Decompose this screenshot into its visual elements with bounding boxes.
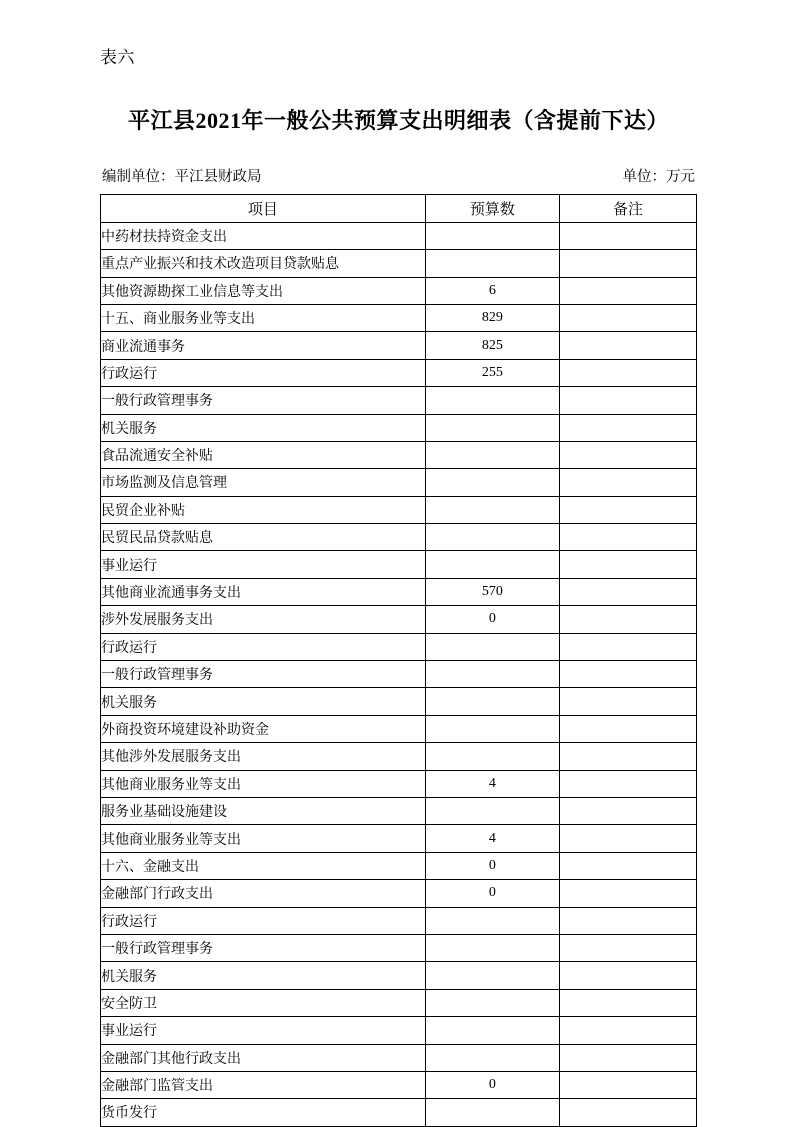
table-cell-item: 金融部门行政支出 (101, 880, 426, 907)
table-cell-note (559, 332, 696, 359)
table-cell-note (559, 250, 696, 277)
table-row (101, 551, 697, 578)
table-cell-item: 中药材扶持资金支出 (101, 222, 426, 249)
table-cell-note (559, 606, 696, 633)
table-cell-amount (425, 661, 559, 688)
table-cell-note (559, 661, 696, 688)
table-cell-amount (425, 441, 559, 468)
currency-unit-label: 单位：万元 (622, 169, 695, 186)
table-cell-item: 行政运行 (101, 359, 426, 386)
table-row (101, 469, 697, 496)
table-cell-amount: 0 (425, 606, 559, 633)
column-header-note: 备注 (559, 195, 696, 222)
column-header-item: 项目 (101, 195, 426, 222)
form-label: 表六 (100, 48, 135, 67)
table-cell-item: 其他资源勘探工业信息等支出 (101, 277, 426, 304)
table-cell-amount (425, 1044, 559, 1071)
table-cell-note (559, 441, 696, 468)
table-cell-item: 金融部门监管支出 (101, 1071, 426, 1098)
table-cell-item: 机关服务 (101, 962, 426, 989)
table-cell-note (559, 469, 696, 496)
compiler-unit-label: 编制单位：平江县财政局 (102, 169, 262, 186)
table-cell-amount (425, 688, 559, 715)
table-cell-note (559, 578, 696, 605)
table-row (101, 907, 697, 934)
table-body (101, 222, 697, 1126)
table-cell-amount (425, 496, 559, 523)
table-row (101, 222, 697, 249)
table-cell-item: 行政运行 (101, 633, 426, 660)
table-cell-note (559, 277, 696, 304)
table-cell-amount (425, 633, 559, 660)
table-cell-note (559, 688, 696, 715)
table-cell-amount (425, 715, 559, 742)
table-cell-note (559, 359, 696, 386)
table-cell-item: 其他商业流通事务支出 (101, 578, 426, 605)
table-row (101, 852, 697, 879)
table-cell-note (559, 304, 696, 331)
column-header-amount: 预算数 (425, 195, 559, 222)
table-cell-note (559, 551, 696, 578)
table-cell-amount (425, 934, 559, 961)
table-cell-note (559, 825, 696, 852)
document-meta (102, 165, 695, 186)
table-row (101, 743, 697, 770)
table-cell-note (559, 770, 696, 797)
table-cell-item: 十五、商业服务业等支出 (101, 304, 426, 331)
table-cell-note (559, 743, 696, 770)
table-cell-amount (425, 222, 559, 249)
table-cell-item: 其他商业服务业等支出 (101, 825, 426, 852)
table-cell-amount: 4 (425, 770, 559, 797)
table-cell-amount (425, 743, 559, 770)
table-cell-note (559, 1044, 696, 1071)
table-row (101, 1099, 697, 1126)
table-header-row (101, 195, 697, 222)
table-cell-amount: 6 (425, 277, 559, 304)
table-row (101, 578, 697, 605)
table-cell-item: 一般行政管理事务 (101, 387, 426, 414)
table-row (101, 1071, 697, 1098)
table-cell-amount (425, 907, 559, 934)
table-cell-item: 商业流通事务 (101, 332, 426, 359)
table-cell-item: 重点产业振兴和技术改造项目贷款贴息 (101, 250, 426, 277)
table-row (101, 359, 697, 386)
table-cell-item: 食品流通安全补贴 (101, 441, 426, 468)
table-cell-note (559, 1099, 696, 1126)
table-cell-item: 一般行政管理事务 (101, 661, 426, 688)
table-cell-amount (425, 1017, 559, 1044)
table-cell-note (559, 962, 696, 989)
table-cell-amount: 4 (425, 825, 559, 852)
table-cell-amount (425, 250, 559, 277)
table-row (101, 825, 697, 852)
table-cell-note (559, 414, 696, 441)
table-cell-item: 安全防卫 (101, 989, 426, 1016)
table-cell-item: 其他商业服务业等支出 (101, 770, 426, 797)
table-cell-amount (425, 387, 559, 414)
table-cell-note (559, 852, 696, 879)
table-cell-note (559, 989, 696, 1016)
table-cell-note (559, 633, 696, 660)
table-cell-item: 货币发行 (101, 1099, 426, 1126)
table-cell-item: 民贸企业补贴 (101, 496, 426, 523)
table-row (101, 633, 697, 660)
table-cell-item: 涉外发展服务支出 (101, 606, 426, 633)
table-cell-note (559, 1017, 696, 1044)
table-cell-item: 外商投资环境建设补助资金 (101, 715, 426, 742)
table-cell-amount: 829 (425, 304, 559, 331)
table-cell-amount: 0 (425, 880, 559, 907)
table-cell-note (559, 715, 696, 742)
table-cell-item: 事业运行 (101, 551, 426, 578)
table-cell-note (559, 524, 696, 551)
table-cell-item: 十六、金融支出 (101, 852, 426, 879)
table-row (101, 934, 697, 961)
table-cell-amount: 0 (425, 852, 559, 879)
table-cell-item: 行政运行 (101, 907, 426, 934)
table-cell-item: 市场监测及信息管理 (101, 469, 426, 496)
table-row (101, 880, 697, 907)
table-cell-item: 事业运行 (101, 1017, 426, 1044)
table-cell-item: 机关服务 (101, 688, 426, 715)
table-row (101, 496, 697, 523)
budget-table (100, 194, 697, 1126)
table-row (101, 715, 697, 742)
table-row (101, 1017, 697, 1044)
table-cell-item: 民贸民品贷款贴息 (101, 524, 426, 551)
table-cell-amount: 255 (425, 359, 559, 386)
table-cell-amount (425, 797, 559, 824)
table-cell-note (559, 387, 696, 414)
table-cell-amount (425, 551, 559, 578)
table-cell-note (559, 934, 696, 961)
table-row (101, 989, 697, 1016)
table-cell-note (559, 880, 696, 907)
table-cell-amount (425, 524, 559, 551)
table-row (101, 250, 697, 277)
table-row (101, 332, 697, 359)
table-cell-amount: 570 (425, 578, 559, 605)
table-cell-amount (425, 414, 559, 441)
table-cell-item: 服务业基础设施建设 (101, 797, 426, 824)
table-cell-item: 金融部门其他行政支出 (101, 1044, 426, 1071)
table-cell-note (559, 1071, 696, 1098)
table-cell-amount: 0 (425, 1071, 559, 1098)
table-row (101, 797, 697, 824)
table-row (101, 524, 697, 551)
table-cell-amount (425, 962, 559, 989)
table-row (101, 688, 697, 715)
table-row (101, 304, 697, 331)
table-cell-note (559, 222, 696, 249)
table-row (101, 277, 697, 304)
table-cell-note (559, 797, 696, 824)
table-cell-item: 其他涉外发展服务支出 (101, 743, 426, 770)
table-cell-amount (425, 1099, 559, 1126)
table-row (101, 770, 697, 797)
table-cell-note (559, 907, 696, 934)
table-row (101, 387, 697, 414)
table-cell-item: 一般行政管理事务 (101, 934, 426, 961)
table-cell-amount (425, 469, 559, 496)
page-title: 平江县2021年一般公共预算支出明细表（含提前下达） (127, 108, 669, 134)
table-row (101, 414, 697, 441)
table-row (101, 661, 697, 688)
table-row (101, 1044, 697, 1071)
table-row (101, 441, 697, 468)
table-cell-item: 机关服务 (101, 414, 426, 441)
table-cell-amount: 825 (425, 332, 559, 359)
table-cell-note (559, 496, 696, 523)
table-row (101, 962, 697, 989)
table-row (101, 606, 697, 633)
table-cell-amount (425, 989, 559, 1016)
